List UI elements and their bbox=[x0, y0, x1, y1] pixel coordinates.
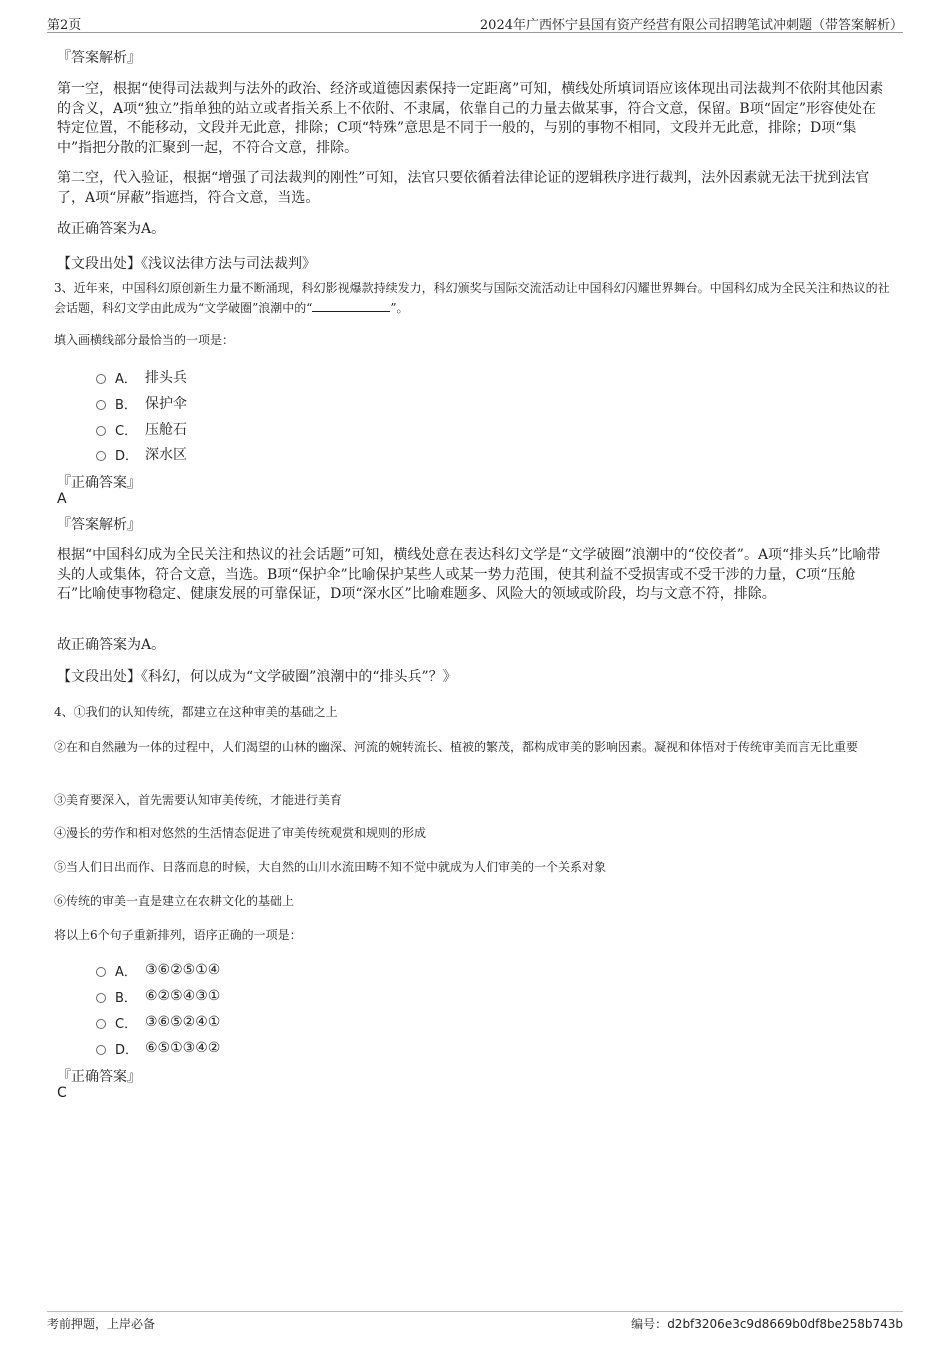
q4-correct-answer: C bbox=[57, 1085, 67, 1101]
q3-blank bbox=[312, 299, 390, 312]
q4-sentence-1: 4、①我们的认知传统，都建立在这种审美的基础之上 bbox=[54, 705, 338, 719]
q4-sentence-5: ⑤当人们日出而作、日落而息的时候，大自然的山川水流田畴不知不觉中就成为人们审美的一个关系对象 bbox=[54, 860, 607, 874]
radio-icon[interactable] bbox=[96, 451, 106, 461]
q3-option-d[interactable]: D． 深水区 bbox=[96, 444, 187, 464]
radio-icon[interactable] bbox=[96, 1045, 106, 1055]
q3-analysis-label: 『答案解析』 bbox=[57, 517, 141, 533]
q4-sentence-3: ③美育要深入，首先需要认知审美传统，才能进行美育 bbox=[54, 793, 343, 807]
q2-analysis-label: 『答案解析』 bbox=[57, 50, 141, 66]
q2-analysis-p1: 第一空，根据“使得司法裁判与法外的政治、经济或道德因素保持一定距离”可知，横线处所填词语应该体现出司法裁判不依附其他因素的含义，A项“独立”指单独的站立或者指关系上不依附、不隶属，依靠自己的力量去做某事，符合文意，保留。B项“固定”形容使处在特定位置，不能移动，文段并无此意，排除；C项“特殊”意思是不同于一般的，与别的事物不相同，文段并无此意，排除；D项“集中”指把分散的汇聚到一起，不符合文意，排除。 bbox=[57, 81, 884, 156]
q4-sentence-2: ②在和自然融为一体的过程中，人们渴望的山林的幽深、河流的婉转流长、植被的繁茂，都构成审美的影响因素。凝视和体悟对于传统审美而言无比重要 bbox=[54, 740, 859, 754]
q4-prompt: 将以上6个句子重新排列，语序正确的一项是： bbox=[54, 928, 302, 942]
radio-icon[interactable] bbox=[96, 1019, 106, 1029]
q3-analysis: 根据“中国科幻成为全民关注和热议的社会话题”可知，横线处意在表达科幻文学是“文学破圈”浪潮中的“佼佼者”。A项“排头兵”比喻带头的人或集体，符合文意，当选。B项“保护伞”比喻保护某些人或某一势力范围，使其利益不受损害或不受干涉的力量，C项“压舱石”比喻使事物稳定、健康发展的可靠保证，D项“深水区”比喻难题多、风险大的领域或阶段，均与文意不符，排除。 bbox=[57, 547, 881, 602]
q2-conclusion: 故正确答案为A。 bbox=[57, 221, 166, 237]
radio-icon[interactable] bbox=[96, 400, 106, 410]
document-code: 编号：d2bf3206e3c9d8669b0df8be258b743b bbox=[631, 1317, 903, 1331]
q3-option-c[interactable]: C． 压舱石 bbox=[96, 419, 187, 439]
q3-option-b[interactable]: B． 保护伞 bbox=[96, 393, 187, 413]
q3-stem: 3、近年来，中国科幻原创新生力量不断涌现，科幻影视爆款持续发力，科幻颁奖与国际交流活动让中国科幻闪耀世界舞台。中国科幻成为全民关注和热议的社会话题，科幻文学由此成为“文学破圈”浪潮中的“ ”。 bbox=[54, 281, 890, 315]
q3-prompt: 填入画横线部分最恰当的一项是： bbox=[54, 333, 235, 347]
q3-source: 【文段出处】《科幻，何以成为“文学破圈”浪潮中的“排头兵”？》 bbox=[57, 669, 457, 685]
radio-icon[interactable] bbox=[96, 967, 106, 977]
radio-icon[interactable] bbox=[96, 374, 106, 384]
document-title: 2024年广西怀宁县国有资产经营有限公司招聘笔试冲刺题（带答案解析） bbox=[479, 18, 903, 33]
radio-icon[interactable] bbox=[96, 426, 106, 436]
q4-option-d[interactable]: D． ⑥⑤①③④② bbox=[96, 1038, 220, 1058]
q3-correct-answer: A bbox=[57, 491, 67, 507]
q3-correct-label: 『正确答案』 bbox=[57, 475, 141, 491]
q4-option-a[interactable]: A． ③⑥②⑤①④ bbox=[96, 960, 220, 980]
q3-conclusion: 故正确答案为A。 bbox=[57, 637, 166, 653]
q4-correct-label: 『正确答案』 bbox=[57, 1069, 141, 1085]
q3-option-a[interactable]: A． 排头兵 bbox=[96, 367, 187, 387]
radio-icon[interactable] bbox=[96, 993, 106, 1003]
q2-analysis-p2: 第二空，代入验证，根据“增强了司法裁判的刚性”可知，法官只要依循着法律论证的逻辑秩序进行裁判，法外因素就无法干扰到法官了，A项“屏蔽”指遮挡，符合文意，当选。 bbox=[57, 170, 870, 206]
q4-option-b[interactable]: B． ⑥②⑤④③① bbox=[96, 986, 220, 1006]
q4-sentence-4: ④漫长的劳作和相对悠然的生活情态促进了审美传统观赏和规则的形成 bbox=[54, 826, 427, 840]
header-divider bbox=[47, 32, 903, 33]
q4-sentence-6: ⑥传统的审美一直是建立在农耕文化的基础上 bbox=[54, 894, 295, 908]
page-number: 第2页 bbox=[47, 18, 82, 33]
footer-divider bbox=[47, 1311, 903, 1312]
footer-slogan: 考前押题，上岸必备 bbox=[47, 1317, 156, 1331]
q4-option-c[interactable]: C． ③⑥⑤②④① bbox=[96, 1012, 220, 1032]
q2-source: 【文段出处】《浅议法律方法与司法裁判》 bbox=[57, 256, 316, 272]
